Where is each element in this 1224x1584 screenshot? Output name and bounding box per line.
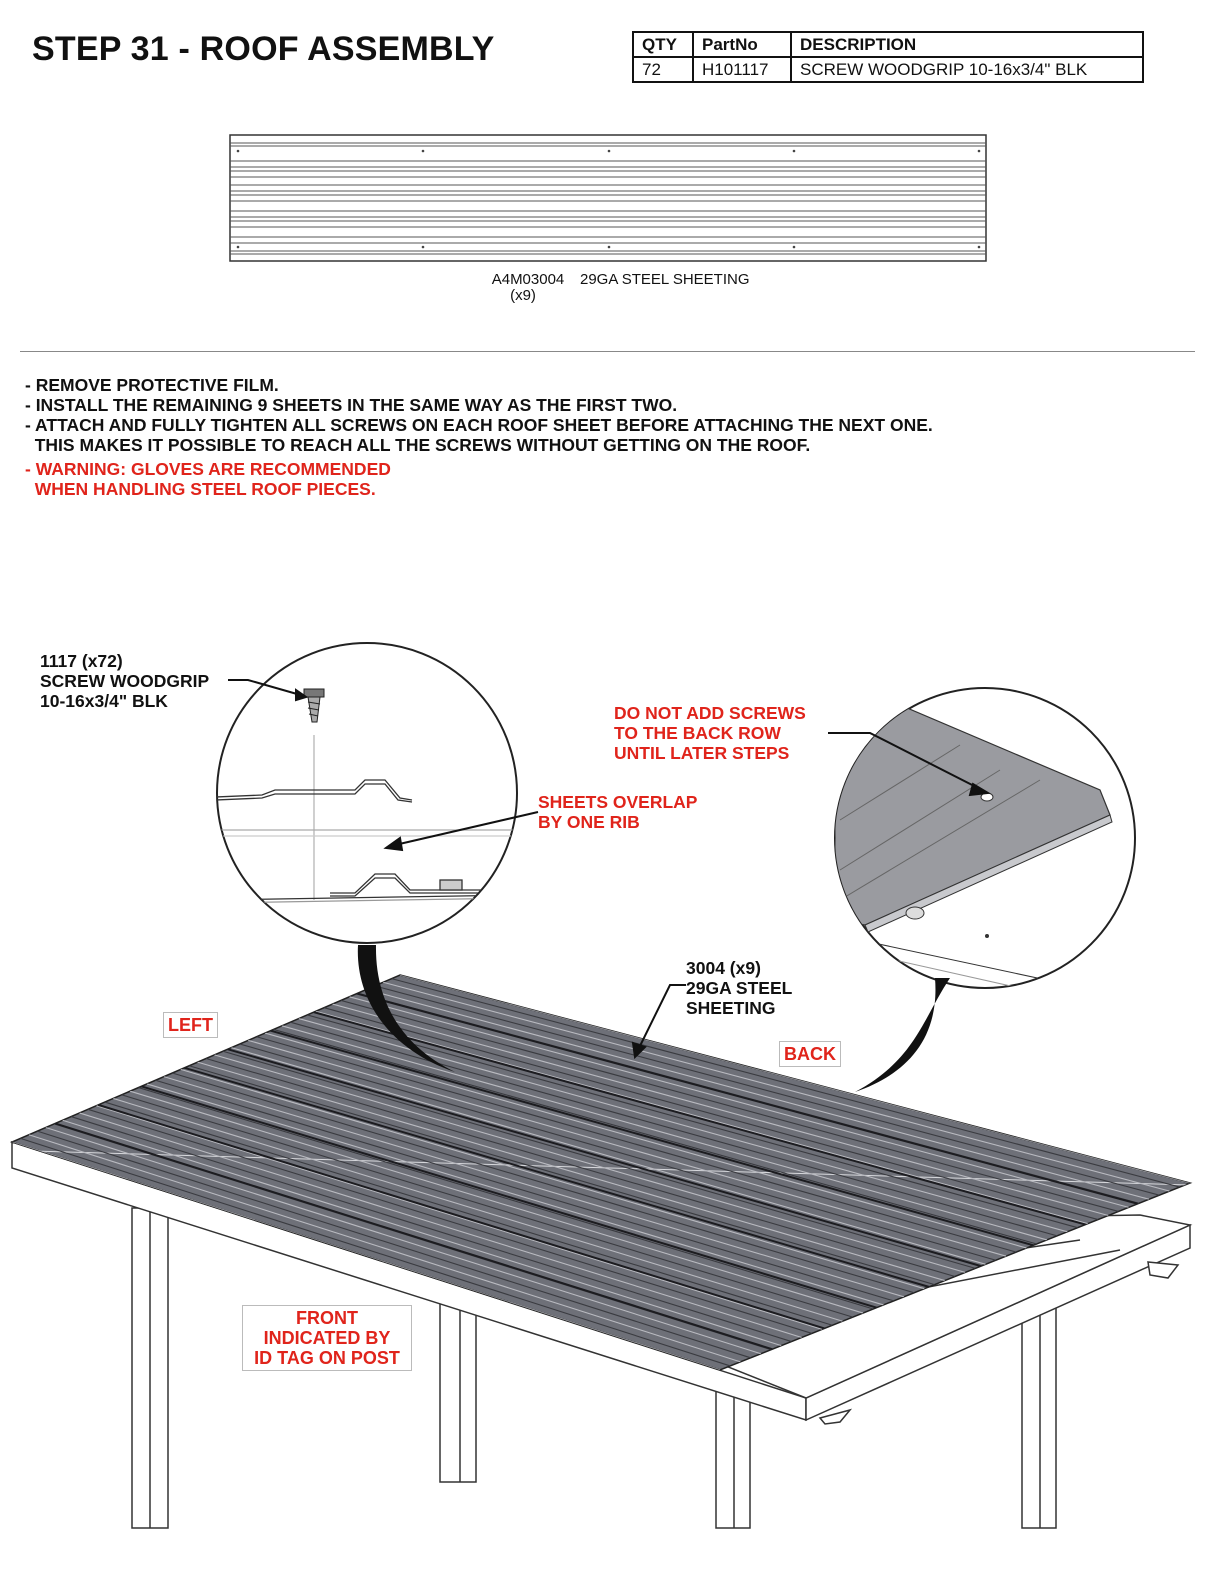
instruction-line: THIS MAKES IT POSSIBLE TO REACH ALL THE SCREWS WITHOUT GETTING ON THE ROOF. [25,435,811,455]
part-code: A4M03004 [491,271,565,288]
cell-partno: H101117 [693,57,791,82]
overlap-callout-line: BY ONE RIB [538,812,640,832]
warning-line: WHEN HANDLING STEEL ROOF PIECES. [25,479,376,499]
sheeting-callout [686,958,792,1018]
overlap-callout [538,792,697,832]
roof-assembly-illustration [0,560,1224,1584]
front-label-line: INDICATED BY [263,1328,391,1348]
steel-sheet-illustration [228,133,990,265]
table-row [633,57,1143,82]
part-quantity: (x9) [510,287,536,304]
sheeting-callout-name: 29GA STEEL [686,978,793,998]
warning-line: - WARNING: GLOVES ARE RECOMMENDED [25,459,391,479]
back-row-callout-line: TO THE BACK ROW [614,723,781,743]
back-row-callout-line: UNTIL LATER STEPS [614,743,790,763]
part-name: 29GA STEEL SHEETING [580,271,750,288]
screw-callout-qty: 1117 (x72) [40,651,123,671]
front-label-line: ID TAG ON POST [254,1348,400,1368]
section-divider [20,351,1195,352]
cell-description: SCREW WOODGRIP 10-16x3/4" BLK [791,57,1143,82]
parts-table-header [633,32,1143,57]
back-row-callout [614,703,806,763]
back-row-callout-line: DO NOT ADD SCREWS [614,703,806,723]
back-label: BACK [779,1041,841,1067]
header-qty: QTY [633,32,693,57]
instruction-line: - REMOVE PROTECTIVE FILM. [25,375,279,395]
screw-callout-size: 10-16x3/4" BLK [40,691,168,711]
page-title: STEP 31 - ROOF ASSEMBLY [32,30,495,68]
instructions [25,375,933,499]
header-partno: PartNo [693,32,791,57]
sheeting-callout-qty: 3004 (x9) [686,958,761,978]
instruction-line: - INSTALL THE REMAINING 9 SHEETS IN THE SAME WAY AS THE FIRST TWO. [25,395,678,415]
screw-callout [40,651,209,711]
overlap-callout-line: SHEETS OVERLAP [538,792,698,812]
screw-callout-name: SCREW WOODGRIP [40,671,210,691]
instruction-line: - ATTACH AND FULLY TIGHTEN ALL SCREWS ON EACH ROOF SHEET BEFORE ATTACHING THE NEXT ONE. [25,415,933,435]
front-label [242,1305,412,1371]
left-label: LEFT [163,1012,218,1038]
sheeting-callout-name: SHEETING [686,998,776,1018]
cell-qty: 72 [633,57,693,82]
header-description: DESCRIPTION [791,32,1143,57]
front-label-line: FRONT [296,1308,358,1328]
parts-table [632,31,1144,83]
